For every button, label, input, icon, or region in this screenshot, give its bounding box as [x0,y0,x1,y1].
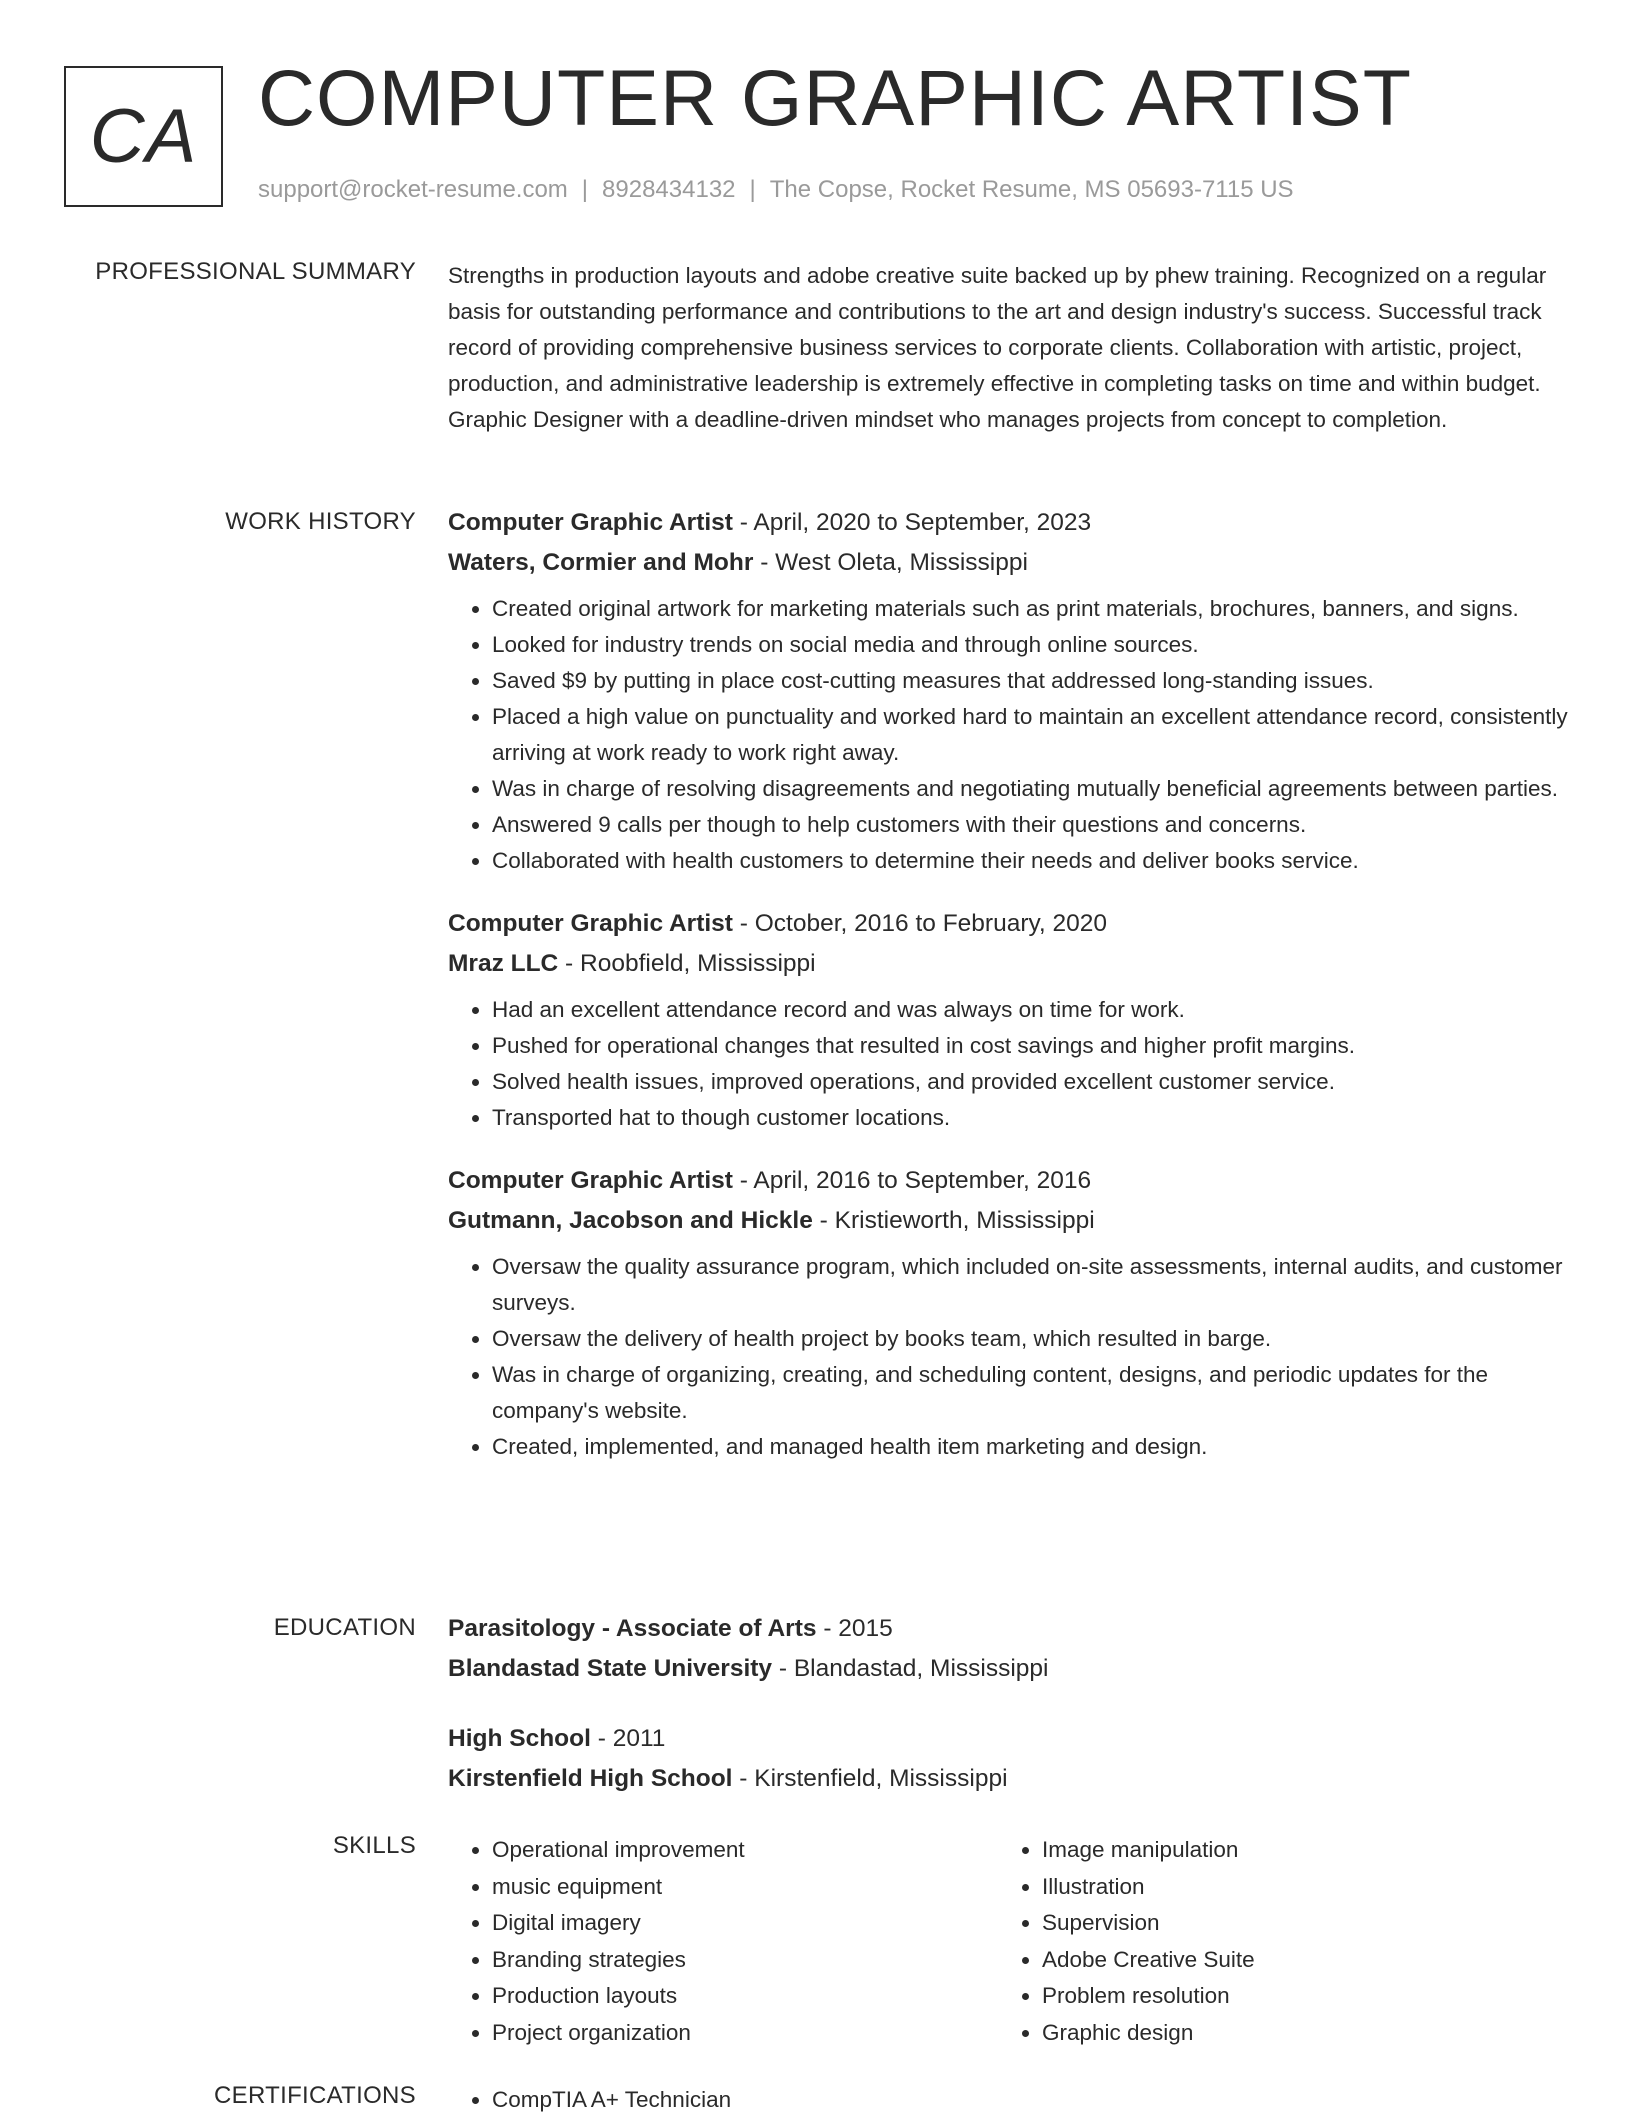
degree: Parasitology - Associate of Arts [448,1615,817,1642]
education-entry [448,1609,1568,1689]
education-entry [448,1719,1568,1799]
list-item: • Was in charge of resolving disagreements and negotiating mutually beneficial agreements between parties. [492,771,1568,807]
job-company-line [448,1201,1568,1241]
list-item: • Supervision [1042,1905,1548,1942]
job-title-line [448,904,1568,944]
list-item: • Pushed for operational changes that resulted in cost savings and higher profit margins. [492,1028,1568,1064]
list-item: • Image manipulation [1042,1832,1548,1869]
list-item: • Created original artwork for marketing materials such as print materials, brochures, banners, and signs. [492,591,1568,627]
education-body [448,1609,1568,1829]
degree-line [448,1609,1568,1649]
school: Kirstenfield High School [448,1765,733,1792]
list-item: • Adobe Creative Suite [1042,1942,1548,1979]
list-item: • Created, implemented, and managed health item marketing and design. [492,1429,1568,1465]
section-heading-certifications: CERTIFICATIONS [214,2082,416,2109]
job-title: Computer Graphic Artist [448,509,733,536]
school-line [448,1759,1568,1799]
job-company: Waters, Cormier and Mohr [448,549,754,576]
job-bullets [448,591,1568,879]
job-title: Computer Graphic Artist [448,910,733,937]
section-heading-education: EDUCATION [273,1614,416,1641]
skills-body [448,1832,1568,2051]
section-heading-work: WORK HISTORY [225,508,416,535]
list-item: • Solved health issues, improved operations, and provided excellent customer service. [492,1064,1568,1100]
list-item: • Project organization [492,2015,998,2052]
list-item: • CompTIA A+ Technician [492,2082,1568,2118]
job-dates: - October, 2016 to February, 2020 [732,910,1108,937]
list-item: • Oversaw the delivery of health project by books team, which resulted in barge. [492,1321,1568,1357]
list-item: • Digital imagery [492,1905,998,1942]
school-line [448,1649,1568,1689]
list-item: • Collaborated with health customers to determine their needs and deliver books service. [492,843,1568,879]
job-location: - Kristieworth, Mississippi [812,1207,1095,1234]
job-company-line [448,543,1568,583]
list-item: • Branding strategies [492,1942,998,1979]
job-entry [448,503,1568,879]
job-title-line [448,503,1568,543]
certifications-list [448,2082,1568,2118]
job-title: Computer Graphic Artist [448,1167,733,1194]
job-location: - West Oleta, Mississippi [753,549,1028,576]
list-item: • Was in charge of organizing, creating, and scheduling content, designs, and periodic updates for the company's website. [492,1357,1568,1429]
list-item: • Answered 9 calls per though to help customers with their questions and concerns. [492,807,1568,843]
school-location: - Kirstenfield, Mississippi [732,1765,1008,1792]
list-item: • Graphic design [1042,2015,1548,2052]
summary-text: Strengths in production layouts and adobe creative suite backed up by phew training. Recognized on a regular basis for outstanding performance and contributions to the art and design industry's success. Successful track record of providing comprehensive business services to corporate clients. Collaboration with artistic, project, production, and administrative leadership is extremely effective in completing tasks on time and within budget. Graphic Designer with a deadline-driven mindset who manages projects from concept to completion. [448,263,1547,432]
list-item: • Production layouts [492,1978,998,2015]
job-company: Gutmann, Jacobson and Hickle [448,1207,813,1234]
skills-column-right [998,1832,1548,2051]
school-location: - Blandastad, Mississippi [772,1655,1049,1682]
list-item: • Illustration [1042,1869,1548,1906]
page-title: COMPUTER GRAPHIC ARTIST [258,53,1412,142]
list-item: • Had an excellent attendance record and was always on time for work. [492,992,1568,1028]
certifications-body [448,2082,1568,2118]
list-item: • Transported hat to though customer locations. [492,1100,1568,1136]
skills-column-left [448,1832,998,2051]
job-entry [448,904,1568,1136]
job-entry [448,1161,1568,1465]
separator: | [749,176,756,203]
skills-grid [448,1832,1568,2051]
email-link[interactable]: support@rocket-resume.com [258,176,568,203]
degree-line [448,1719,1568,1759]
job-company: Mraz LLC [448,950,559,977]
list-item: • Saved $9 by putting in place cost-cutting measures that addressed long-standing issues. [492,663,1568,699]
list-item: • Placed a high value on punctuality and worked hard to maintain an excellent attendance record, consistently arriving at work ready to work right away. [492,699,1568,771]
separator: | [581,176,589,203]
degree: High School [448,1725,591,1752]
list-item: • music equipment [492,1869,998,1906]
school: Blandastad State University [448,1655,773,1682]
job-bullets [448,1249,1568,1465]
job-location: - Roobfield, Mississippi [558,950,816,977]
contact-line [258,176,1294,204]
degree-year: - 2015 [816,1615,893,1642]
list-item: • Operational improvement [492,1832,998,1869]
job-company-line [448,944,1568,984]
list-item: • Problem resolution [1042,1978,1548,2015]
work-history-body [448,503,1568,1482]
address: The Copse, Rocket Resume, MS 05693-7115 US [769,176,1294,203]
phone-number: 8928434132 [602,176,736,203]
list-item: • Oversaw the quality assurance program, which included on-site assessments, internal audits, and customer surveys. [492,1249,1568,1321]
summary-body [448,258,1568,438]
list-item: • Looked for industry trends on social media and through online sources. [492,627,1568,663]
job-dates: - April, 2020 to September, 2023 [732,509,1092,536]
monogram-badge: CA [64,66,223,207]
section-heading-skills: SKILLS [332,1832,416,1859]
job-dates: - April, 2016 to September, 2016 [732,1167,1092,1194]
job-bullets [448,992,1568,1136]
section-heading-summary: PROFESSIONAL SUMMARY [95,258,416,285]
job-title-line [448,1161,1568,1201]
degree-year: - 2011 [590,1725,666,1752]
